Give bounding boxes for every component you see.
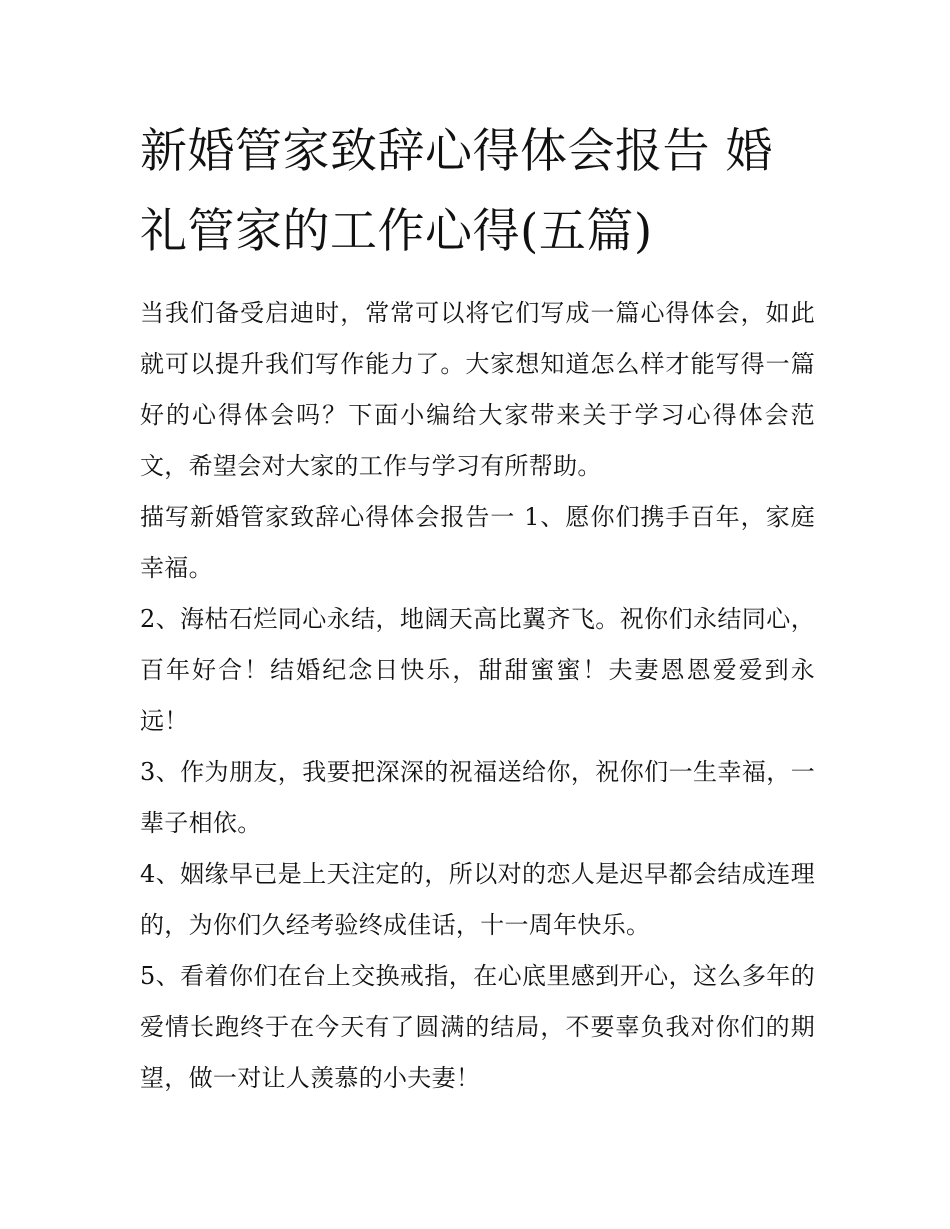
document-title: 新婚管家致辞心得体会报告 婚礼管家的工作心得(五篇) (140, 124, 773, 259)
paragraph-item-5: 5、看着你们在台上交换戒指，在心底里感到开心，这么多年的爱情长跑终于在今天有了圆满的结局，不要辜负我对你们的期望，做一对让人羡慕的小夫妻！ (140, 962, 815, 1092)
paragraph-item-3: 3、作为朋友，我要把深深的祝福送给你，祝你们一生幸福，一辈子相依。 (140, 758, 815, 837)
paragraph-intro: 当我们备受启迪时，常常可以将它们写成一篇心得体会，如此就可以提升我们写作能力了。大家想知道怎么样才能写得一篇好的心得体会吗？下面小编给大家带来关于学习心得体会范文，希望会对大家的工作与学习有所帮助。 (140, 299, 815, 480)
paragraph-item-2: 2、海枯石烂同心永结，地阔天高比翼齐飞。祝你们永结同心，百年好合！结婚纪念日快乐，甜甜蜜蜜！夫妻恩恩爱爱到永远！ (140, 605, 815, 735)
paragraph-item-4: 4、姻缘早已是上天注定的，所以对的恋人是迟早都会结成连理的，为你们久经考验终成佳话，十一周年快乐。 (140, 860, 815, 939)
document-body (140, 112, 815, 1104)
paragraph-item-1: 描写新婚管家致辞心得体会报告一 1、愿你们携手百年，家庭幸福。 (140, 503, 815, 582)
